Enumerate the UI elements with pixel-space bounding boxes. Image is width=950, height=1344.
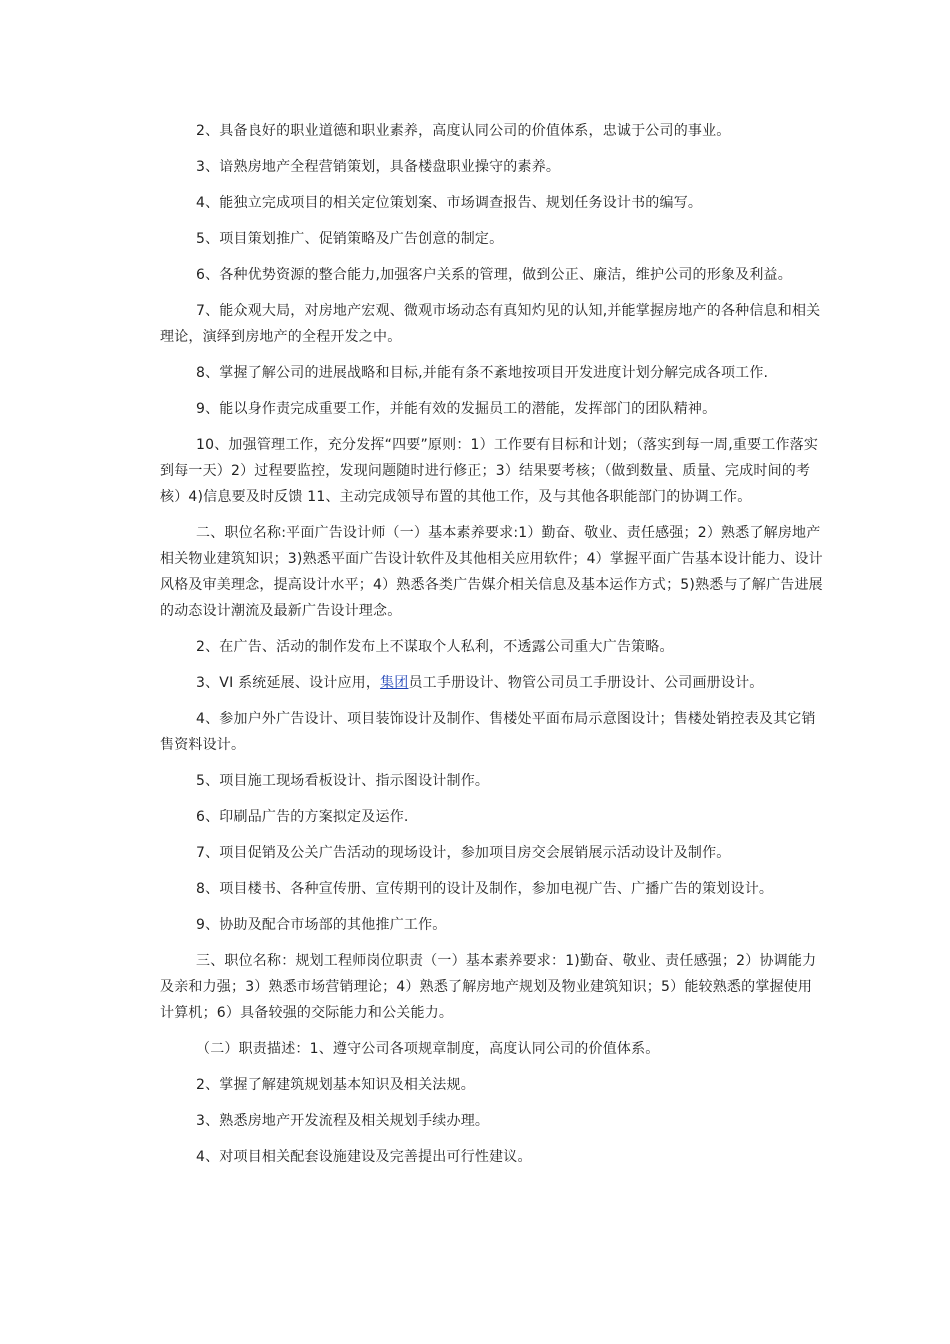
paragraph-7: 8、掌握了解公司的进展战略和目标,并能有条不紊地按项目开发进度计划分解完成各项工作. <box>196 365 769 381</box>
paragraph-2: 3、谙熟房地产全程营销策划，具备楼盘职业操守的素养。 <box>196 159 561 175</box>
paragraph-23: 4、对项目相关配套设施建设及完善提出可行性建议。 <box>196 1149 532 1165</box>
paragraph-13: 4、参加户外广告设计、项目装饰设计及制作、售楼处平面布局示意图设计；售楼处销控表及其它销售资料设计。 <box>160 711 816 753</box>
document-body <box>160 118 824 1180</box>
paragraph-16: 7、项目促销及公关广告活动的现场设计，参加项目房交会展销展示活动设计及制作。 <box>196 845 731 861</box>
paragraph-1: 2、具备良好的职业道德和职业素养，高度认同公司的价值体系，忠诚于公司的事业。 <box>196 123 731 139</box>
paragraph-21: 2、掌握了解建筑规划基本知识及相关法规。 <box>196 1077 475 1093</box>
group-link[interactable]: 集团 <box>380 675 409 691</box>
paragraph-9: 10、加强管理工作，充分发挥“四要”原则：1）工作要有目标和计划；（落实到每一周,重要工作落实到每一天）2）过程要监控，发现问题随时进行修正；3）结果要考核；（做到数量、质量、完成时间的考核）4)信息要及时反馈 11、主动完成领导布置的其他工作，及与其他各职能部门的协调工作。 <box>160 437 819 505</box>
paragraph-12-after: 员工手册设计、物管公司员工手册设计、公司画册设计。 <box>408 675 764 691</box>
paragraph-22: 3、熟悉房地产开发流程及相关规划手续办理。 <box>196 1113 490 1129</box>
paragraph-17: 8、项目楼书、各种宣传册、宣传期刊的设计及制作，参加电视广告、广播广告的策划设计。 <box>196 881 774 897</box>
paragraph-18: 9、协助及配合市场部的其他推广工作。 <box>196 917 447 933</box>
paragraph-10: 二、职位名称:平面广告设计师（一）基本素养要求:1）勤奋、敬业、责任感强；2）熟悉了解房地产相关物业建筑知识；3)熟悉平面广告设计软件及其他相关应用软件；4）掌握平面广告基本设计能力、设计风格及审美理念，提高设计水平；4）熟悉各类广告媒介相关信息及基本运作方式；5)熟悉与了解广告进展的动态设计潮流及最新广告设计理念。 <box>160 525 823 619</box>
paragraph-12-before: 3、VI 系统延展、设计应用， <box>196 675 381 691</box>
paragraph-5: 6、各种优势资源的整合能力,加强客户关系的管理，做到公正、廉洁，维护公司的形象及利益。 <box>196 267 792 283</box>
paragraph-11: 2、在广告、活动的制作发布上不谋取个人私利，不透露公司重大广告策略。 <box>196 639 674 655</box>
paragraph-3: 4、能独立完成项目的相关定位策划案、市场调查报告、规划任务设计书的编写。 <box>196 195 703 211</box>
paragraph-15: 6、印刷品广告的方案拟定及运作. <box>196 809 409 825</box>
paragraph-19: 三、职位名称：规划工程师岗位职责（一）基本素养要求：1)勤奋、敬业、责任感强；2）协调能力及亲和力强；3）熟悉市场营销理论；4）熟悉了解房地产规划及物业建筑知识；5）能较熟悉的掌握使用计算机；6）具备较强的交际能力和公关能力。 <box>160 953 817 1021</box>
paragraph-4: 5、项目策划推广、促销策略及广告创意的制定。 <box>196 231 504 247</box>
paragraph-20: （二）职责描述：1、遵守公司各项规章制度，高度认同公司的价值体系。 <box>196 1041 660 1057</box>
paragraph-8: 9、能以身作责完成重要工作，并能有效的发掘员工的潜能，发挥部门的团队精神。 <box>196 401 717 417</box>
paragraph-6: 7、能众观大局，对房地产宏观、微观市场动态有真知灼见的认知,并能掌握房地产的各种信息和相关理论，演绎到房地产的全程开发之中。 <box>160 303 821 345</box>
paragraph-14: 5、项目施工现场看板设计、指示图设计制作。 <box>196 773 490 789</box>
paragraph-12 <box>160 670 824 696</box>
